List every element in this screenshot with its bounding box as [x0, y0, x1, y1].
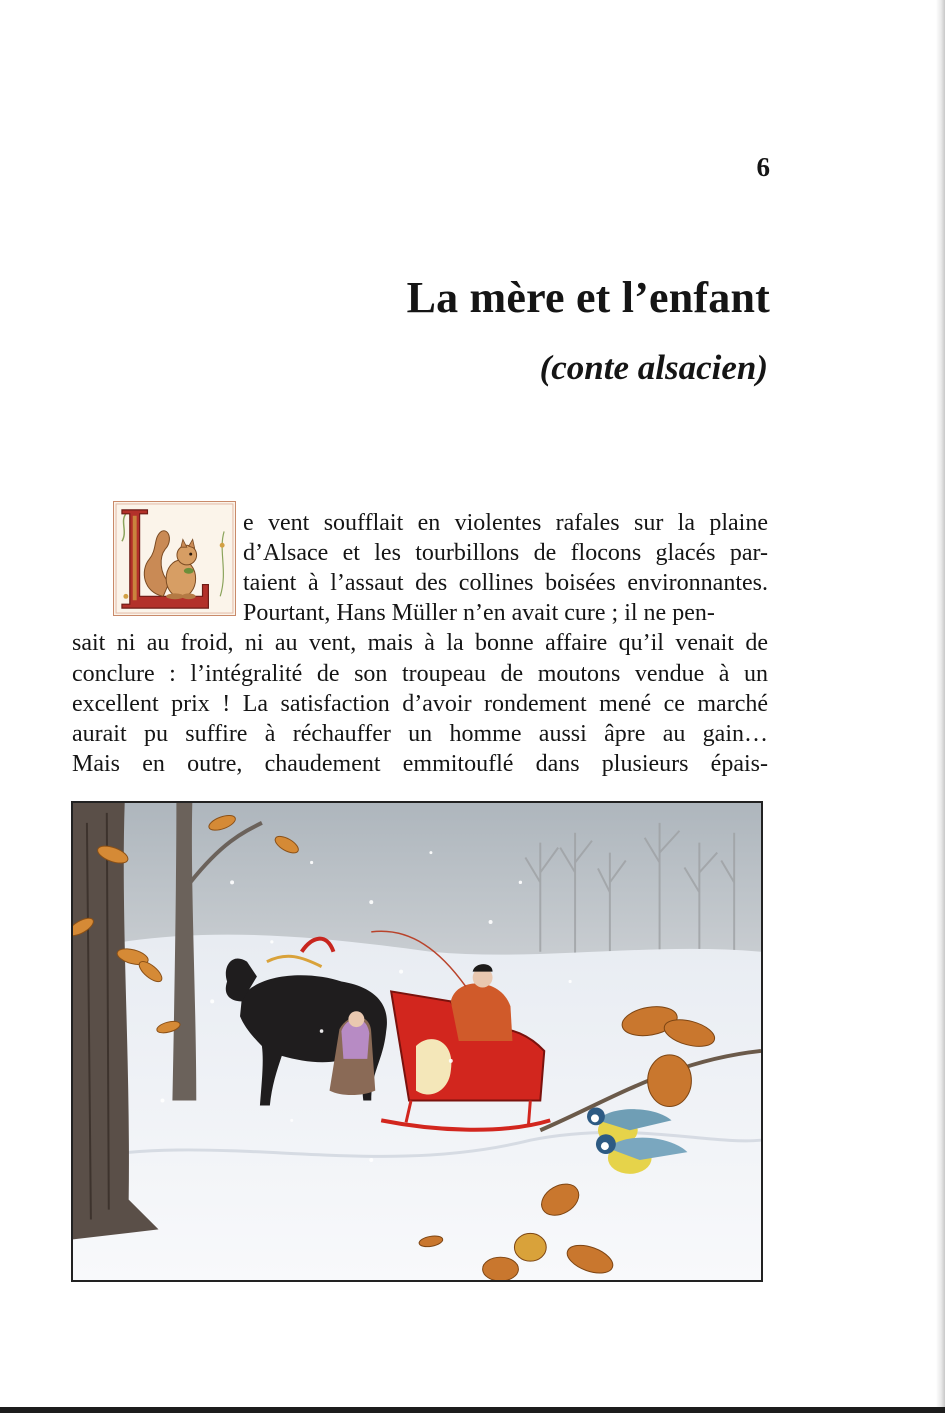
winter-sleigh-illustration	[71, 801, 763, 1282]
chapter-title: La mère et l’enfant	[406, 273, 770, 322]
text-line: sait ni au froid, ni au vent, mais à la bonne affaire qu’il venait de	[72, 630, 768, 657]
text-line: Pourtant, Hans Müller n’en avait cure ; il ne pen-	[243, 600, 715, 626]
text-line: d’Alsace et les tourbillons de flocons glacés par-	[243, 540, 768, 566]
text-line: excellent prix ! La satisfaction d’avoir rondement mené ce marché	[72, 690, 768, 717]
text-line: conclure : l’intégralité de son troupeau de moutons vendue à un	[72, 660, 768, 687]
illustration-image	[73, 803, 761, 1280]
text-line: taient à l’assaut des collines boisées environnantes.	[243, 570, 768, 596]
text-line: Mais en outre, chaudement emmitouflé dans plusieurs épais-	[72, 751, 768, 778]
chapter-subtitle: (conte alsacien)	[539, 348, 768, 387]
body-text	[72, 598, 768, 780]
opening-paragraph-beside-drop-cap	[243, 508, 768, 598]
text-line: aurait pu suffire à réchauffer un homme aussi âpre au gain…	[72, 721, 768, 748]
text-line: e vent soufflait en violentes rafales sur la plaine	[243, 510, 768, 536]
chapter-number: 6	[756, 152, 770, 182]
scan-bottom-edge	[0, 1407, 945, 1413]
page-edge	[936, 0, 945, 1413]
